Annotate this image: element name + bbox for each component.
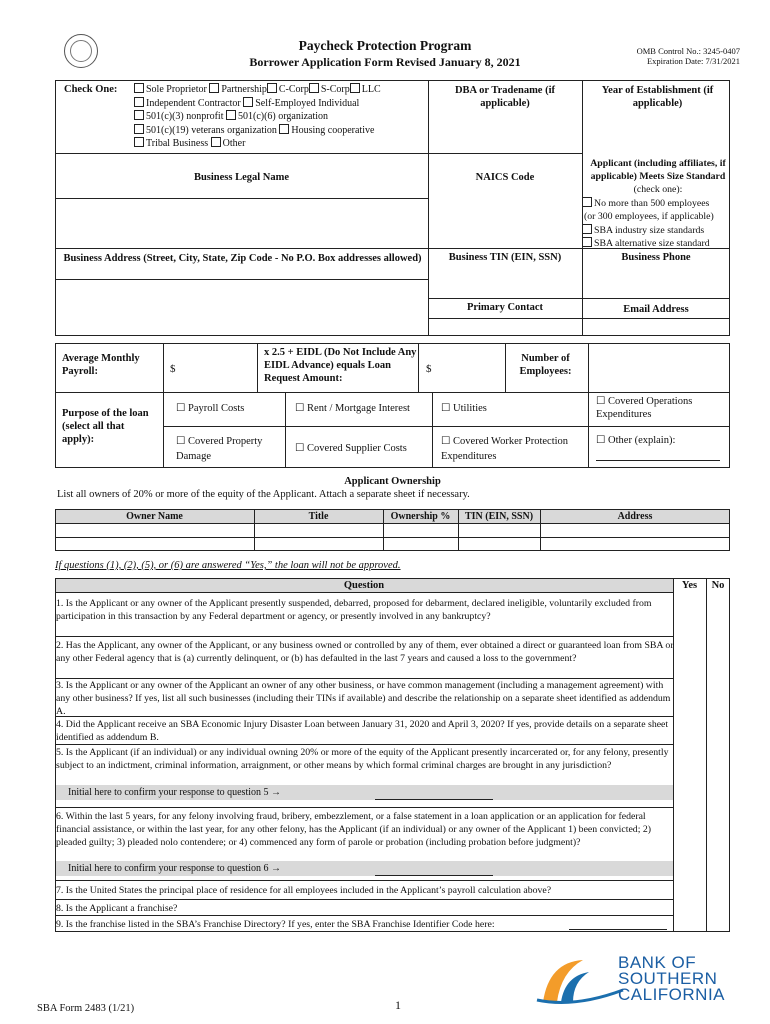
checkbox-partnership[interactable]: Partnership — [209, 84, 267, 95]
col-address: Address — [617, 511, 653, 522]
question-1: 1. Is the Applicant or any owner of the Applicant presently suspended, debarred, proposed for debarment, declared ineligible, voluntarily excluded from participation in this transaction by any Federal department or agency, or presently involved in any bankruptcy? — [56, 598, 652, 622]
purpose-other[interactable]: ☐ Other (explain): — [596, 435, 676, 446]
bank-sun-logo-icon — [535, 950, 625, 1010]
loan-calc-label: x 2.5 + EIDL (Do Not Include Any EIDL Advance) equals Loan Request Amount: — [264, 347, 417, 384]
page-title: Paycheck Protection Program — [298, 38, 472, 53]
employees-label: Number of Employees: — [519, 353, 572, 377]
size-standard-block: Applicant (including affiliates, if applicable) Meets Size Standard (check one): — [590, 158, 726, 195]
purpose-property-damage[interactable]: ☐ Covered Property Damage — [176, 436, 263, 462]
checkbox-industry-size[interactable]: SBA industry size standards — [582, 224, 732, 237]
legal-name-label: Business Legal Name — [193, 172, 290, 183]
checkbox-housing-coop[interactable]: Housing cooperative — [279, 125, 374, 136]
q5-confirm-label: Initial here to confirm your response to question 5 → — [68, 787, 282, 798]
question-6: 6. Within the last 5 years, for any felony involving fraud, bribery, embezzlement, or a false statement in a loan application or an application for federal financial assistance, or within the last year, for any other felony, has the Applicant (if an individual) or any owner of the Applicant 1) been convicted; 2) pleaded guilty; 3) pleaded nolo contendere; or 4) commenced any form of parole or probation (including probation before judgment)? — [56, 811, 652, 848]
checkbox-llc[interactable]: LLC — [350, 84, 381, 95]
checkbox-500-employees[interactable]: No more than 500 employees — [582, 197, 732, 210]
question-2: 2. Has the Applicant, any owner of the Applicant, or any business owned or controlled by any of them, ever obtained a direct or guaranteed loan from SBA or any other Federal agency that is (a) currently delinquent, or (b) has defaulted in the last 7 years and caused a loss to the government? — [56, 640, 674, 664]
q6-confirm-label: Initial here to confirm your response to question 6 → — [68, 863, 282, 874]
col-owner-name: Owner Name — [126, 511, 183, 522]
omb-number: OMB Control No.: 3245-0407 — [636, 46, 740, 56]
naics-label: NAICS Code — [475, 172, 535, 183]
question-3: 3. Is the Applicant or any owner of the Applicant an owner of any other business, or have common management (including a management agreement) with any other business? If yes, list all such businesses (including their TINs if available) and describe the relationship on a separate sheet identified as addendum A. — [56, 680, 671, 717]
check-one-label: Check One: — [64, 84, 118, 95]
loan-purpose-label: Purpose of the loan (select all that apply): — [62, 408, 149, 445]
page-number: 1 — [395, 998, 401, 1012]
purpose-supplier-costs[interactable]: ☐ Covered Supplier Costs — [295, 443, 407, 454]
checkbox-self-employed[interactable]: Self-Employed Individual — [243, 98, 359, 109]
checkbox-c-corp[interactable]: C-Corp — [267, 84, 309, 95]
purpose-utilities[interactable]: ☐ Utilities — [441, 403, 487, 414]
other-explain-line[interactable] — [596, 460, 720, 461]
checkbox-501c3[interactable]: 501(c)(3) nonprofit — [134, 111, 223, 122]
col-title: Title — [308, 511, 329, 522]
question-7: 7. Is the United States the principal place of residence for all employees included in the Applicant’s payroll calculation above? — [56, 885, 552, 896]
question-5: 5. Is the Applicant (if an individual) or any individual owning 20% or more of the equity of the Applicant presently incarcerated or, for any felony, presently subject to an indictment, criminal information, arraignment, or other means by which formal criminal charges are brought in any jurisdiction? — [56, 747, 669, 771]
question-header: Question — [343, 580, 385, 591]
col-ownership-pct: Ownership % — [390, 511, 451, 522]
col-tin: TIN (EIN, SSN) — [464, 511, 534, 522]
q6-initial-field[interactable] — [375, 875, 493, 876]
question-8: 8. Is the Applicant a franchise? — [56, 903, 178, 914]
entity-type-options — [134, 83, 429, 151]
dba-label: DBA or Tradename (if applicable) — [454, 85, 556, 109]
question-9: 9. Is the franchise listed in the SBA’s Franchise Directory? If yes, enter the SBA Franchise Identifier Code here: — [56, 919, 495, 930]
sba-seal-logo — [64, 34, 98, 68]
ownership-title: Applicant Ownership — [344, 476, 441, 487]
checkbox-other[interactable]: Other — [211, 138, 246, 149]
year-established-label: Year of Establishment (if applicable) — [601, 85, 714, 109]
purpose-covered-operations[interactable]: ☐ Covered Operations Expenditures — [596, 396, 693, 420]
business-phone-label: Business Phone — [621, 252, 691, 263]
checkbox-sole-proprietor[interactable]: Sole Proprietor — [134, 84, 207, 95]
form-number: SBA Form 2483 (1/21) — [37, 1003, 135, 1014]
checkbox-501c6[interactable]: 501(c)(6) organization — [226, 111, 328, 122]
purpose-worker-protection[interactable]: ☐ Covered Worker Protection Expenditures — [441, 436, 569, 462]
ownership-instruction: List all owners of 20% or more of the equity of the Applicant. Attach a separate sheet if necessary. — [57, 489, 470, 500]
checkbox-s-corp[interactable]: S-Corp — [309, 84, 350, 95]
purpose-rent-mortgage[interactable]: ☐ Rent / Mortgage Interest — [295, 403, 410, 414]
business-address-label: Business Address (Street, City, State, Zip Code - No P.O. Box addresses allowed) — [63, 253, 422, 264]
checkbox-independent-contractor[interactable]: Independent Contractor — [134, 98, 241, 109]
yes-header: Yes — [681, 580, 698, 591]
avg-payroll-label: Average Monthly Payroll: — [62, 353, 140, 377]
checkbox-501c19[interactable]: 501(c)(19) veterans organization — [134, 125, 277, 136]
q5-initial-field[interactable] — [375, 799, 493, 800]
size-standard-options: No more than 500 employees (or 300 employees, if applicable) SBA industry size standards SBA alternative size standard — [582, 197, 732, 250]
no-header: No — [711, 580, 725, 591]
bank-logo-text: BANK OF SOUTHERN CALIFORNIA — [618, 953, 726, 1004]
primary-contact-label: Primary Contact — [466, 302, 544, 313]
purpose-payroll-costs[interactable]: ☐ Payroll Costs — [176, 403, 245, 414]
disqualification-note: If questions (1), (2), (5), or (6) are answered “Yes,” the loan will not be approved. — [55, 560, 401, 571]
expiration-date: Expiration Date: 7/31/2021 — [646, 56, 740, 66]
checkbox-tribal-business[interactable]: Tribal Business — [134, 138, 208, 149]
email-label: Email Address — [623, 304, 689, 315]
franchise-code-field[interactable] — [569, 929, 667, 930]
loan-amount-dollar: $ — [426, 363, 432, 375]
page-subtitle: Borrower Application Form Revised January 8, 2021 — [249, 55, 521, 69]
question-4: 4. Did the Applicant receive an SBA Economic Injury Disaster Loan between January 31, 2020 and April 3, 2020? If yes, provide details on a separate sheet identified as addendum B. — [56, 719, 669, 743]
avg-payroll-dollar: $ — [170, 363, 176, 375]
checkbox-alternative-size[interactable]: SBA alternative size standard — [582, 237, 732, 250]
business-tin-label: Business TIN (EIN, SSN) — [448, 252, 562, 263]
